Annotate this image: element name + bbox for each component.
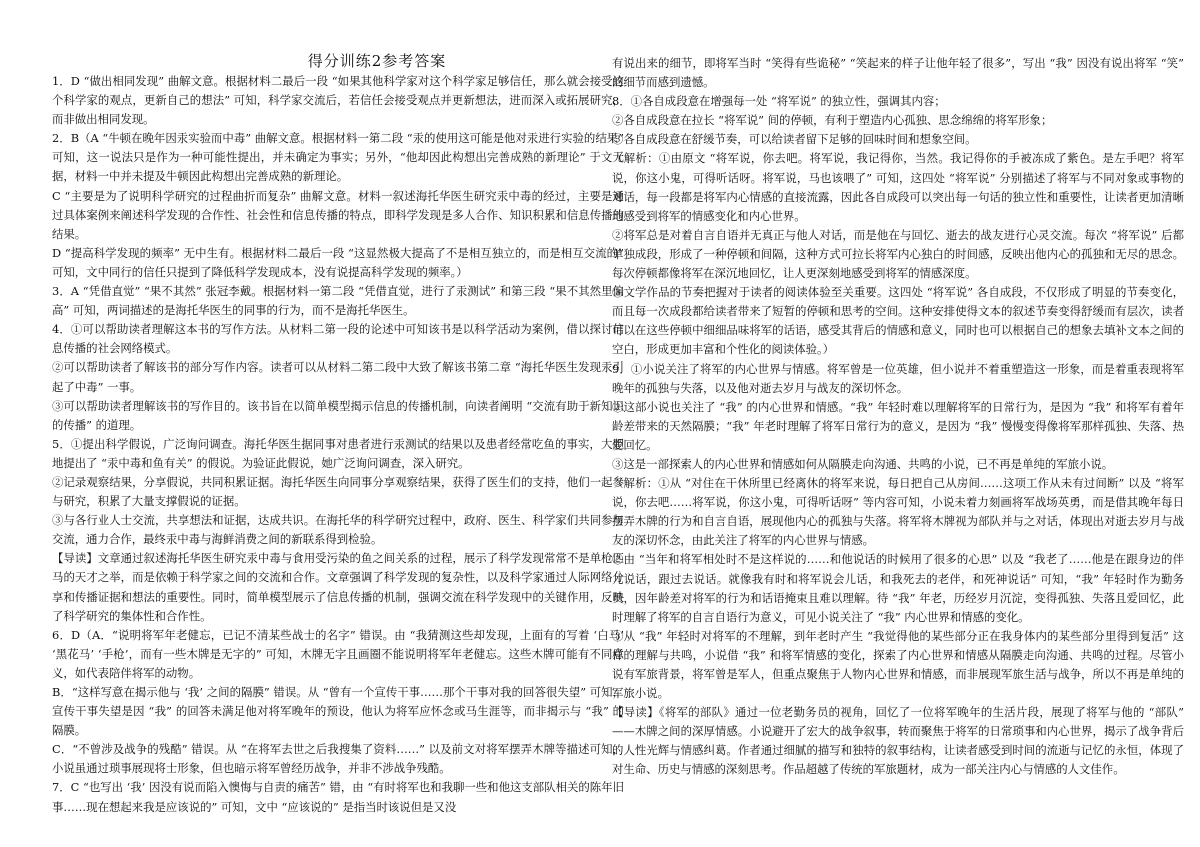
paragraph: ②将军总是对着自言自语并无真正与他人对话，而是他在与回忆、逝去的战友进行心灵交流。每次 “将军说” 后都单独成段，形成了一种停顿和间隔，这种方式可拉长将军内心独白的时间感，反映出他内心的孤独和无尽的思念。每次停顿都像将军在深沉地回忆，让人更深刻地感受到将军的情感深度。	[612, 227, 1184, 281]
paragraph: 【导读】《将军的部队》通过一位老勤务员的视角，回忆了一位将军晚年的生活片段，展现了将军与他的 “部队” ——木牌之间的深厚情感。小说避开了宏大的战争叙事，转而聚焦于将军的日常琐事和内心世界，揭示了战争背后的人性光辉与情感纠葛。作者通过细腻的描写和独特的叙事结构，让读者感受到时间的流逝与记忆的永恒，体现了对生命、历史与情感的深刻思考。作品超越了传统的军旅题材，成为一部关注内心与情感的人文佳作。	[612, 705, 1184, 777]
page-title: 得分训练2参考答案	[307, 52, 447, 70]
paragraph: （解析：①从 “对住在干休所里已经离休的将军来说，每日把自己从房间……这项工作从未有过间断” 以及 “将军说，你去吧……将军说，你这小鬼，可得听话呀” 等内容可知，小说未着力刻画将军战场英勇，而是借其晚年每日摆弄木牌的行为和自言自语，展现他内心的孤独与失落。将军将木牌视为部队并与之对话，体现出对逝去岁月与战友的深切怀念，由此关注了将军的内心世界与情感。	[612, 476, 1184, 548]
paragraph: 7．C “也写出 ‘我’ 因没有说而陷入懊悔与自责的痛苦” 错，由 “有时将军也和我聊一些和他这支部队相关的陈年旧事……现在想起来我是应该说的” 可知，文中 “应该说的” 是指当时该说但是又没	[52, 780, 624, 814]
paragraph: 【导读】文章通过叙述海托华医生研究汞中毒与食用受污染的鱼之间关系的过程，展示了科学发现常常不是单枪匹马的天才之举，而是依赖于科学家之间的交流和合作。文章强调了科学发现的复杂性，以及科学家通过人际网络分享和传播证据和想法的重要性。同时，简单模型展示了信息传播的机制，强调交流在科学发现中的关键作用，反映了科学研究的集体性和合作性。	[52, 551, 624, 623]
paragraph: ②各自成段意在拉长 “将军说” 间的停顿，有利于塑造内心孤独、思念绵绵的将军形象；	[612, 113, 1053, 128]
paragraph: 3．A “凭借直觉” “果不其然” 张冠李戴。根据材料一第二段 “凭借直觉，进行了汞测试” 和第三段 “果不其然里偏高” 可知，两词描述的是海托华医生的同事的行为，而不是海托华医生。	[52, 284, 624, 318]
paragraph: ③从 “我” 年轻时对将军的不理解，到年老时产生 “我觉得他的某些部分正在我身体内的某些部分里得到复活” 这样的理解与共鸣，小说借 “我” 和将军情感的变化，探索了内心世界和情感从隔膜走向沟通、共鸣的过程。尽管小说有军旅背景，将军曾是军人，但重点聚焦于人物内心世界和情感，而非展现军旅生活与战争，所以不再是单纯的军旅小说。	[612, 628, 1184, 701]
paragraph: 2．B（A “牛顿在晚年因汞实验而中毒” 曲解文意。根据材料一第二段 “汞的使用这可能是他对汞进行实验的结果” 可知，这一说法只是作为一种可能性提出，并未确定为事实；另外，“他却因此构想出完善成熟的新理论” 于文无据，材料一中并未提及牛顿因此构想出完善成熟的新理论。	[52, 131, 624, 184]
paragraph: （解析：①由原文 “将军说，你去吧。将军说，我记得你，当然。我记得你的手被冻成了紫色。是左手吧？将军说，你这小鬼，可得听话呀。将军说，马也该喂了” 可知，这四处 “将军说” 分别描述了将军与不同对象或事物的对话，每一段都是将军内心情感的直接流露，因此各自成段可以突出每一句话的独立性和重要性，让读者更加清晰地感受到将军的情感变化和内心世界。	[612, 151, 1184, 223]
paragraph: C “主要是为了说明科学研究的过程曲折而复杂” 曲解文意。材料一叙述海托华医生研究汞中毒的经过，主要是通过具体案例来阐述科学发现的合作性、社会性和信息传播的特点，即科学发现是多人合作、知识积累和信息传播的结果。	[52, 188, 624, 241]
paragraph: ③文学作品的节奏把握对于读者的阅读体验至关重要。这四处 “将军说” 各自成段，不仅形成了明显的节奏变化，而且每一次成段都给读者带来了短暂的停顿和思考的空间。这种安排使得文本的叙述节奏变得舒缓而有层次，读者可以在这些停顿中细细品味将军的话语，感受其背后的情感和意义，同时也可以根据自己的想象去填补文本之间的空白，形成更加丰富和个性化的阅读体验。）	[612, 285, 1184, 357]
paragraph: C．“不曾涉及战争的残酷” 错误。从 “在将军去世之后我搜集了资料……” 以及前文对将军摆弄木牌等描述可知，小说虽通过琐事展现将士形象，但也暗示将军曾经历战争，并非不涉战争残酷。	[52, 742, 624, 776]
paragraph: ③可以帮助读者理解该书的写作目的。该书旨在以简单模型揭示信息的传播机制，向读者阐明 “交流有助于新知识的传播” 的道理。	[52, 398, 624, 432]
paragraph: ②由 “当年和将军相处时不是这样说的……和他说话的时候用了很多的心思” 以及 “我老了……他是在跟身边的伴儿说话，跟过去说话。就像我有时和将军说会儿话，和我死去的老伴，和死神说话” 可知，“我” 年轻时作为勤务员，因年龄差对将军的行为和话语掩束且难以理解。待 “我” 年老，历经岁月沉淀，变得孤独、失落且爱回忆，此时理解了将军的自言自语行为意义，可见小说关注了 “我” 内心世界和情感的变化。	[612, 552, 1184, 624]
paragraph: 有说出来的细节，即将军当时 “笑得有些诡秘” “笑起来的样子让他年轻了很多”，写出 “我” 因没有说出将军 “笑” 的细节而感到遗憾。	[612, 56, 1184, 90]
right-column	[612, 54, 1184, 780]
paragraph: ②记录观察结果，分享假说，共同积累证据。海托华医生向同事分享观察结果，获得了医生们的支持，他们一起参与研究，积累了大量支撑假说的证据。	[52, 474, 624, 509]
left-column	[52, 72, 624, 817]
paragraph: B．“这样写意在揭示他与 ‘我’ 之间的隔膜” 错误。从 “曾有一个宣传干事……那个干事对我的回答很失望” 可知，宣传干事失望是因 “我” 的回答未满足他对将军晚年的预设，他认为将军应怀念或马生涯等，而非揭示与 “我” 的隔膜。	[52, 685, 624, 738]
paragraph: ②可以帮助读者了解该书的部分写作内容。读者可以从材料二第二段中大致了解该书第二章 “海托华医生发现汞引起了中毒” 一事。	[52, 360, 624, 394]
paragraph: ③各自成段意在舒缓节奏，可以给读者留下足够的回味时间和想象空间。	[612, 132, 977, 147]
paragraph: 8．①各自成段意在增强每一处 “将军说” 的独立性，强调其内容；	[612, 94, 946, 109]
paragraph: 1．D “做出相同发现” 曲解文意。根据材料二最后一段 “如果其他科学家对这个科学家足够信任，那么就会接受这个科学家的观点，更新自己的想法” 可知，科学家交流后，若信任会接受观点并更新想法，进而深入或拓展研究，而非做出相同发现。	[52, 74, 624, 127]
paragraph: 6．D（A．“说明将军年老健忘，已记不清某些战士的名字” 错误。由 “我猜测这些却发现，上面有的写着 ‘白马’ ‘黑花马’ ‘手枪’，而有一些木牌是无字的” 可知，木牌无字且画圈不能说明将军年老健忘。这些木牌可能有不同意义，如代表陪伴将军的动物。	[52, 627, 624, 680]
paragraph: D “提高科学发现的频率” 无中生有。根据材料二最后一段 “这显然极大提高了不是相互独立的，而是相互交流的” 可知，文中同行的信任只提到了降低科学发现成本，没有说提高科学发现的频率。）	[52, 245, 624, 279]
paragraph: 4．①可以帮助读者理解这本书的写作方法。从材料二第一段的论述中可知该书是以科学活动为案例，借以探讨信息传播的社会网络模式。	[52, 322, 624, 356]
paragraph: 5．①提出科学假说，广泛询问调查。海托华医生据同事对患者进行汞测试的结果以及患者经常吃鱼的事实，大胆地提出了 “汞中毒和鱼有关” 的假说。为验证此假说，她广泛询问调查，深入研究。	[52, 436, 624, 470]
paragraph: ②这部小说也关注了 “我” 的内心世界和情感。“我” 年轻时难以理解将军的日常行为，是因为 “我” 和将军有着年龄差带来的天然隔膜；“我” 年老时理解了将军日常行为的意义，是因为 “我” 慢慢变得像将军那样孤独、失落、热爱回忆。	[612, 399, 1184, 452]
paragraph: 9．①小说关注了将军的内心世界与情感。将军曾是一位英雄，但小说并不着重塑造这一形象，而是着重表现将军晚年的孤独与失落，以及他对逝去岁月与战友的深切怀念。	[612, 361, 1184, 395]
paragraph: ③与各行业人士交流，共享想法和证据，达成共识。在海托华的科学研究过程中，政府、医生、科学家们共同参与交流，通力合作，最终汞中毒与海鲜消费之间的新联系得到检验。	[52, 513, 624, 547]
paragraph: ③这是一部探索人的内心世界和情感如何从隔膜走向沟通、共鸣的小说，已不再是单纯的军旅小说。	[612, 456, 1114, 471]
